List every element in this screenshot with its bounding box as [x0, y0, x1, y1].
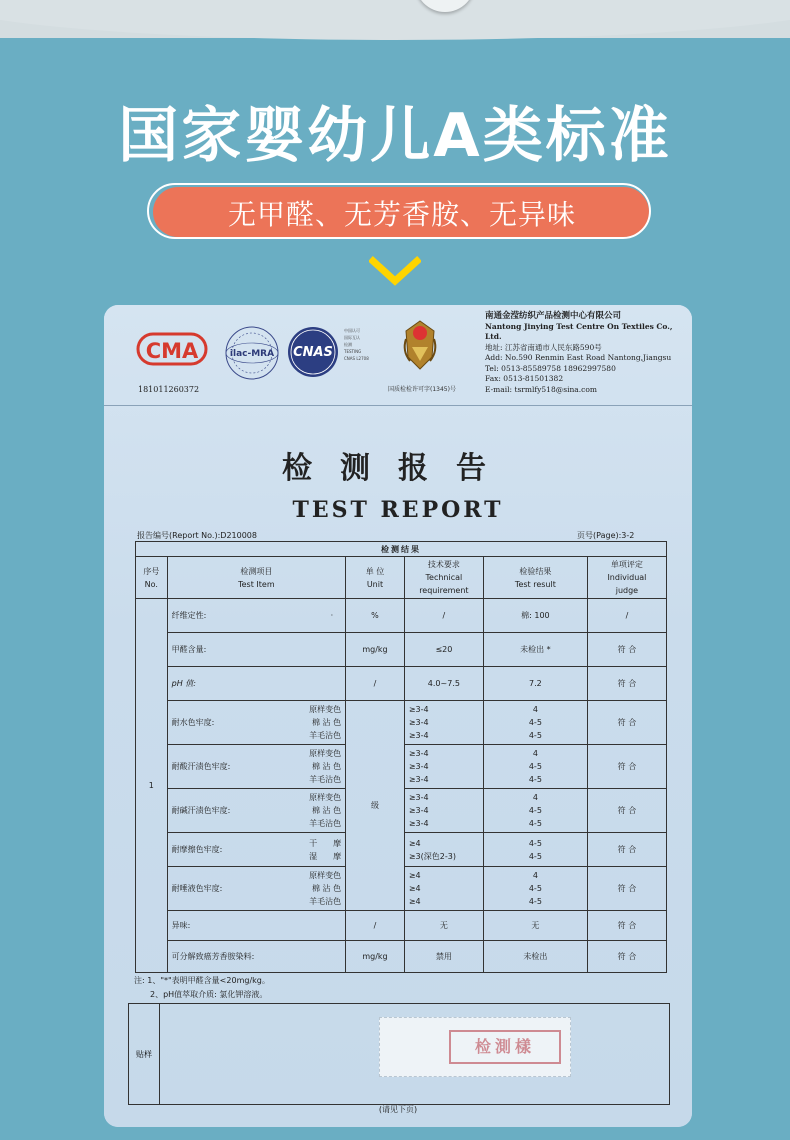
col-header-seq: 序号 No. — [136, 557, 168, 599]
judge-cell: 符 合 — [587, 941, 666, 973]
table-row — [136, 599, 667, 633]
sub-item-cell: 干 摩 湿 摩 — [255, 833, 345, 867]
requirement-cell: 禁用 — [404, 941, 483, 973]
item-cell: 耐水色牢度: — [167, 701, 255, 745]
requirement-cell: 4.0~7.5 — [404, 667, 483, 701]
judge-cell: / — [587, 599, 666, 633]
lab-tel: Tel: 0513-85589758 18962997580 — [485, 363, 616, 373]
unit-cell: / — [346, 667, 405, 701]
sub-item-cell: 原样变色 棉 沾 色 羊毛沾色 — [255, 701, 345, 745]
cnas-line: 国际互认 — [344, 335, 360, 340]
item-cell: 异味: — [167, 911, 345, 941]
cma-logo-icon — [136, 331, 208, 367]
judge-cell: 符 合 — [587, 911, 666, 941]
sub-item-cell: 原样变色 棉 沾 色 羊毛沾色 — [255, 789, 345, 833]
report-title-en: TEST REPORT — [292, 497, 504, 523]
result-cell: 未检出 * — [483, 633, 587, 667]
unit-cell: mg/kg — [346, 941, 405, 973]
sample-label: 贴样 — [129, 1004, 160, 1104]
lab-name-en: Nantong Jinying Test Centre On Textiles Co., Ltd. — [485, 321, 673, 341]
ilac-logo-icon — [222, 323, 282, 383]
report-notes — [134, 974, 270, 1002]
col-header-item: 检测项目 Test Item — [167, 557, 345, 599]
lab-address-en: Add: No.590 Renmin East Road Nantong,Jiangsu — [485, 353, 672, 362]
permit-number: 国质检检许可字(1345)号 — [388, 386, 456, 393]
ilac-logo-text: ilac-MRA — [229, 349, 275, 359]
continued-note: (请见下页) — [378, 1105, 418, 1114]
test-report-document — [104, 305, 692, 1127]
table-row — [136, 633, 667, 667]
table-header-row — [136, 557, 667, 599]
lab-fax: Fax: 0513-81501382 — [485, 374, 564, 383]
item-cell: 耐唾液色牢度: — [167, 867, 255, 911]
sample-area — [128, 1003, 670, 1105]
sub-item-cell: 原样变色 棉 沾 色 羊毛沾色 — [255, 745, 345, 789]
table-row — [136, 911, 667, 941]
table-row — [136, 667, 667, 701]
requirement-cell: / — [404, 599, 483, 633]
result-cell: 无 — [483, 911, 587, 941]
result-cell: 7.2 — [483, 667, 587, 701]
cnas-logo-text: CNAS — [293, 345, 333, 360]
unit-cell: / — [346, 911, 405, 941]
certificate-number: 181011260372 — [138, 385, 200, 394]
requirement-cell: 无 — [404, 911, 483, 941]
table-row — [136, 941, 667, 973]
cma-logo-text: CMA — [145, 339, 199, 363]
result-cell: 4 4-5 4-5 — [483, 745, 587, 789]
subtitle-text: 无甲醛、无芳香胺、无异味 — [227, 198, 576, 231]
judge-cell: 符 合 — [587, 833, 666, 867]
cnas-line: CNAS L2708 — [344, 356, 369, 361]
judge-cell: 符 合 — [587, 701, 666, 745]
result-cell: 4 4-5 4-5 — [483, 867, 587, 911]
judge-cell: 符 合 — [587, 867, 666, 911]
requirement-cell: ≥3-4 ≥3-4 ≥3-4 — [404, 789, 483, 833]
judge-cell: 符 合 — [587, 633, 666, 667]
result-cell: 4-5 4-5 — [483, 833, 587, 867]
page-number: 页号(Page):3-2 — [577, 531, 635, 540]
note-line: 注: 1、"*"表明甲醛含量<20mg/kg。 — [134, 976, 270, 985]
result-cell: 未检出 — [483, 941, 587, 973]
table-caption: 检测结果 — [136, 542, 667, 557]
requirement-cell: ≤20 — [404, 633, 483, 667]
cnas-logo-icon — [284, 325, 342, 379]
subtitle-pill — [147, 183, 657, 243]
judge-cell: 符 合 — [587, 745, 666, 789]
cnas-line: 检测 — [344, 342, 352, 347]
lab-name-cn: 南通金滢纺织产品检测中心有限公司 — [485, 311, 622, 321]
header-divider — [104, 405, 692, 406]
inspection-stamp: 检測樣 — [449, 1030, 561, 1064]
unit-cell: 级 — [346, 701, 405, 911]
chevron-down-icon — [369, 256, 421, 286]
result-cell: 棉: 100 — [483, 599, 587, 633]
result-cell: 4 4-5 4-5 — [483, 789, 587, 833]
lab-address-cn: 地址: 江苏省南通市人民东路590号 — [485, 342, 602, 352]
report-title-cn: 检测报告 — [282, 451, 514, 486]
item-cell: 可分解致癌芳香胺染料: — [167, 941, 345, 973]
unit-cell: mg/kg — [346, 633, 405, 667]
results-table — [135, 541, 667, 973]
item-cell: pH 值: — [167, 667, 345, 701]
note-line: 2、pH值萃取介质: 氯化钾溶液。 — [150, 990, 268, 999]
judge-cell: 符 合 — [587, 789, 666, 833]
requirement-cell: ≥3-4 ≥3-4 ≥3-4 — [404, 745, 483, 789]
lab-info — [485, 311, 685, 395]
lab-email: E-mail: tsrmlfy518@sina.com — [485, 384, 597, 394]
seq-cell: 1 — [136, 599, 168, 973]
unit-cell: % — [346, 599, 405, 633]
item-cell: 耐酸汗渍色牢度: — [167, 745, 255, 789]
sub-item-cell: 原样变色 棉 沾 色 羊毛沾色 — [255, 867, 345, 911]
table-row — [136, 701, 667, 745]
col-header-unit: 单 位 Unit — [346, 557, 405, 599]
headline: 国家婴幼儿A类标准 — [118, 101, 672, 171]
requirement-cell: ≥4 ≥3(深色2-3) — [404, 833, 483, 867]
item-cell: 耐碱汗渍色牢度: — [167, 789, 255, 833]
quality-emblem-icon — [400, 317, 440, 373]
col-header-requirement: 技术要求 Technical requirement — [404, 557, 483, 599]
requirement-cell: ≥4 ≥4 ≥4 — [404, 867, 483, 911]
judge-cell: 符 合 — [587, 667, 666, 701]
item-cell: 纤维定性: · — [167, 599, 345, 633]
col-header-judge: 单项评定 Individual judge — [587, 557, 666, 599]
cnas-accreditation-text — [344, 327, 384, 362]
item-cell: 耐摩擦色牢度: — [167, 833, 255, 867]
item-cell: 甲醛含量: — [167, 633, 345, 667]
cnas-line: 中国认可 — [344, 328, 360, 333]
col-header-result: 检验结果 Test result — [483, 557, 587, 599]
requirement-cell: ≥3-4 ≥3-4 ≥3-4 — [404, 701, 483, 745]
cnas-line: TESTING — [344, 349, 362, 354]
report-number: 报告编号(Report No.):D210008 — [137, 531, 257, 540]
result-cell: 4 4-5 4-5 — [483, 701, 587, 745]
